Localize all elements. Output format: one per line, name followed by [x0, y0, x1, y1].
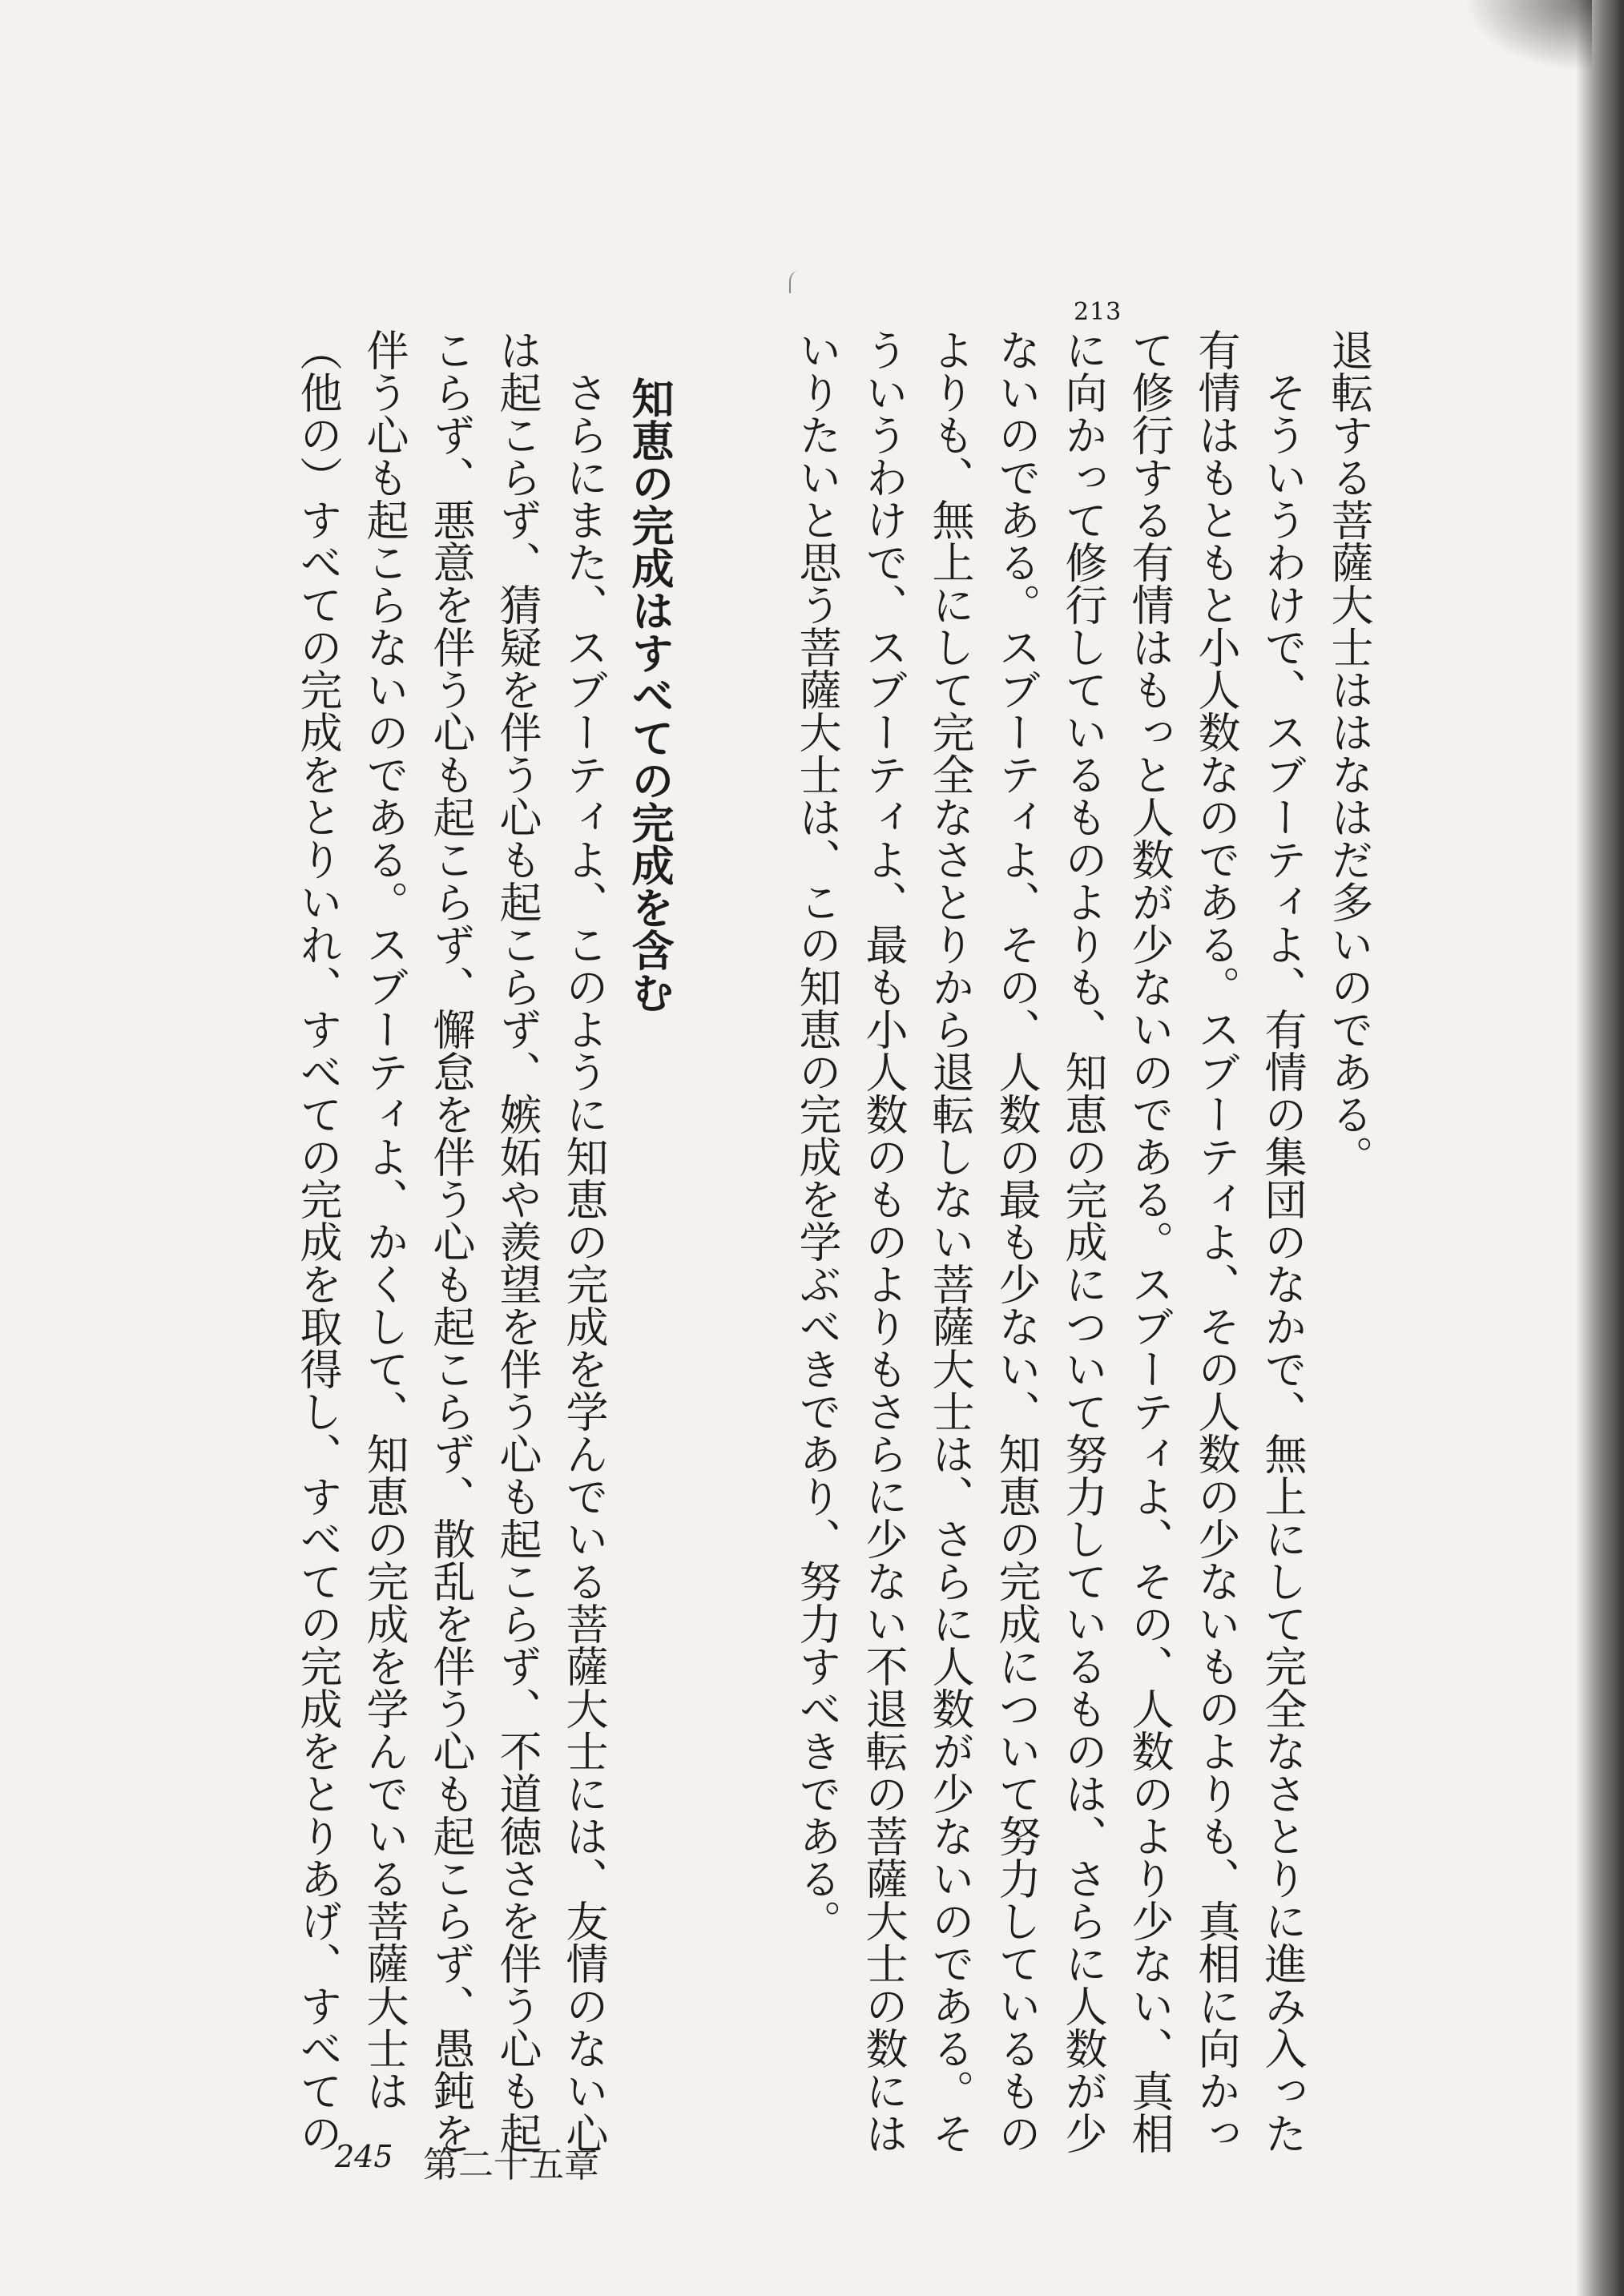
text-column-15: （他の）すべての完成をとりいれ、すべての完成を取得し、すべての完成をとりあげ、すべての	[293, 328, 342, 2154]
text-column-14: 伴う心も起こらないのである。スブーティよ、かくして、知恵の完成を学んでいる菩薩大士は	[360, 328, 409, 2112]
text-column-7: よりも、無上にして完全なさとりから退転しない菩薩大士は、さらに人数が少ないのである。そ	[925, 328, 974, 2154]
page-number: 245	[335, 2139, 393, 2174]
text-column-6: ないのである。スブーティよ、その、人数の最も少ない、知恵の完成について努力しているもの	[992, 328, 1041, 2154]
text-column-8: ういうわけで、スブーティよ、最も小人数のものよりもさらに少ない不退転の菩薩大士の数には	[859, 328, 908, 2154]
text-column-13: こらず、悪意を伴う心も起こらず、懈怠を伴う心も起こらず、散乱を伴う心も起こらず、愚鈍を	[426, 328, 475, 2154]
text-column-11: さらにまた、スブーティよ、このように知恵の完成を学んでいる菩薩大士には、友情のない心	[559, 328, 608, 2154]
text-column-3: 有情はもともと小人数なのである。スブーティよ、その人数の少ないものよりも、真相に向かっ	[1191, 328, 1240, 2154]
text-column-12: は起こらず、猜疑を伴う心も起こらず、嫉妬や羨望を伴う心も起こらず、不道徳さを伴う心も起	[493, 328, 542, 2154]
text-column-9: いりたいと思う菩薩大士は、この知恵の完成を学ぶべきであり、努力すべきである。	[792, 328, 841, 1942]
chapter-title: 第二十五章	[423, 2145, 599, 2185]
text-column-1: 退転する菩薩大士ははなはだ多いのである。	[1324, 328, 1373, 1178]
section-heading: 知恵の完成はすべての完成を含む	[625, 377, 675, 1013]
text-column-2: そういうわけで、スブーティよ、有情の集団のなかで、無上にして完全なさとりに進み入った	[1258, 328, 1307, 2154]
cross-reference-page-number: 213	[1074, 298, 1122, 326]
scan-shadow-edge	[1576, 0, 1624, 2296]
scan-shadow-corner	[1464, 0, 1592, 72]
stray-pen-mark	[789, 271, 807, 293]
text-column-5: に向かって修行しているものよりも、知恵の完成について努力しているものは、さらに人数が少	[1058, 328, 1107, 2154]
text-column-4: て修行する有情はもっと人数が少ないのである。スブーティよ、その、人数のより少ない、真相	[1125, 328, 1174, 2154]
